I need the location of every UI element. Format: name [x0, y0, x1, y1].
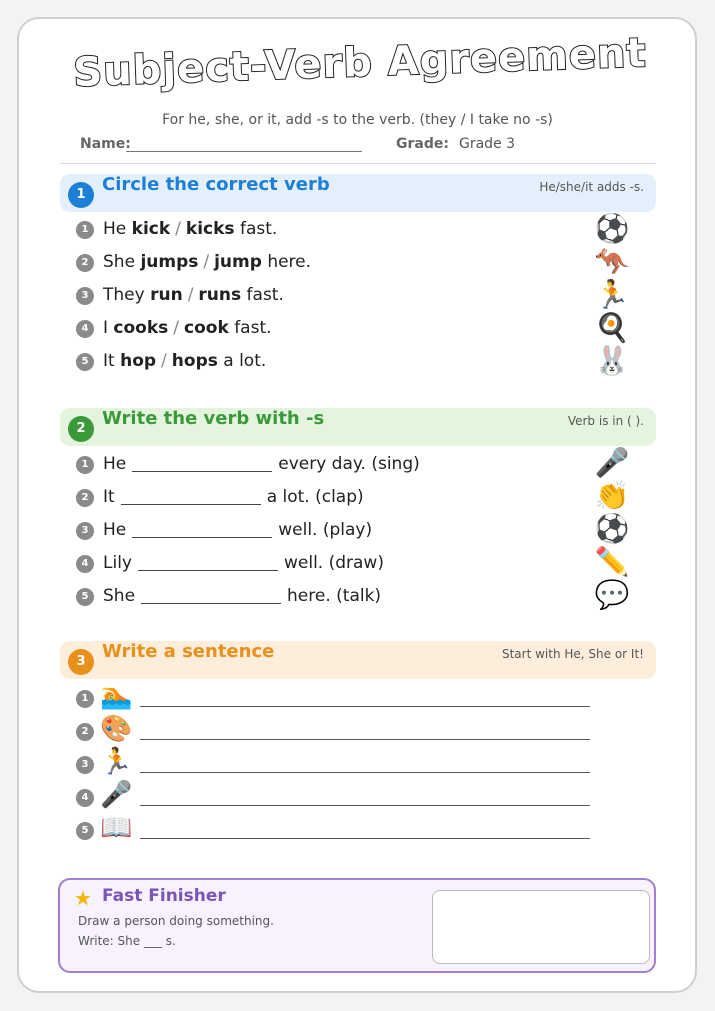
- writing-line[interactable]: [140, 772, 590, 773]
- verb-option[interactable]: kick: [131, 219, 171, 239]
- sentence-end: well. (play): [278, 520, 373, 540]
- subject: I: [103, 318, 109, 338]
- fast-finisher-instruction: Write: She ___ s.: [78, 934, 176, 948]
- item-number: 4: [76, 789, 94, 807]
- runner-icon: 🏃: [100, 747, 133, 777]
- writing-line[interactable]: [140, 706, 590, 707]
- writing-line[interactable]: [140, 838, 590, 839]
- section-title: Write a sentence: [102, 641, 275, 662]
- sentence-end: fast.: [234, 318, 272, 338]
- sentence-end: every day. (sing): [278, 454, 420, 474]
- section-hint: Verb is in ( ).: [567, 414, 644, 428]
- grade-label: Grade:: [396, 136, 449, 152]
- sentence-end: a lot.: [223, 351, 267, 371]
- instructions: For he, she, or it, add -s to the verb. (they / I take no -s): [162, 112, 553, 128]
- section-2-header: [60, 408, 656, 446]
- list-item: [76, 486, 364, 510]
- swimmer-icon: 🏊: [100, 681, 133, 711]
- item-number: 2: [76, 489, 94, 507]
- fast-finisher-instruction: Draw a person doing something.: [78, 914, 274, 928]
- list-item: [76, 219, 277, 243]
- item-number: 3: [76, 522, 94, 540]
- subject: Lily: [103, 553, 132, 573]
- speech-bubble-icon: 💬: [594, 578, 630, 611]
- item-number: 1: [76, 456, 94, 474]
- item-number: 4: [76, 320, 94, 338]
- sentence-end: a lot. (clap): [266, 487, 364, 507]
- item-number: 3: [76, 756, 94, 774]
- answer-blank[interactable]: [132, 519, 272, 538]
- subject: It: [103, 487, 115, 507]
- sentence-end: fast.: [246, 285, 284, 305]
- sentence-end: well. (draw): [283, 553, 384, 573]
- list-item: [76, 252, 311, 276]
- section-number: 2: [68, 416, 94, 442]
- list-item: [76, 318, 272, 342]
- item-number: 2: [76, 254, 94, 272]
- subject: He: [103, 454, 127, 474]
- slash-separator: /: [203, 252, 210, 272]
- subject: They: [103, 285, 145, 305]
- section-title: Circle the correct verb: [102, 174, 330, 195]
- book-icon: 📖: [100, 813, 133, 843]
- item-number: 5: [76, 353, 94, 371]
- paint-palette-icon: 🎨: [100, 714, 133, 744]
- list-item: [76, 285, 284, 309]
- answer-blank[interactable]: [121, 486, 261, 505]
- clapping-hands-icon: 👏: [594, 479, 630, 512]
- item-number: 3: [76, 287, 94, 305]
- section-number: 1: [68, 182, 94, 208]
- list-item: [76, 585, 381, 609]
- list-item: [76, 351, 266, 375]
- microphone-icon: 🎤: [594, 446, 630, 479]
- slash-separator: /: [161, 351, 167, 371]
- subject: She: [103, 586, 136, 606]
- section-hint: Start with He, She or It!: [501, 647, 644, 661]
- answer-blank[interactable]: [138, 552, 278, 571]
- section-3-header: [60, 641, 656, 679]
- rabbit-icon: 🐰: [594, 344, 630, 377]
- writing-line[interactable]: [140, 739, 590, 740]
- drawing-box[interactable]: [432, 890, 650, 964]
- answer-blank[interactable]: [141, 585, 281, 604]
- kangaroo-icon: 🦘: [594, 245, 630, 278]
- section-number: 3: [68, 649, 94, 675]
- section-hint: He/she/it adds -s.: [539, 180, 644, 194]
- slash-separator: /: [175, 219, 181, 239]
- subject: She: [103, 252, 136, 272]
- header-divider: [60, 163, 656, 164]
- name-label: Name:: [80, 136, 131, 152]
- verb-option[interactable]: cooks: [113, 318, 169, 338]
- section-title: Write the verb with -s: [102, 408, 325, 429]
- item-number: 4: [76, 555, 94, 573]
- slash-separator: /: [173, 318, 180, 338]
- sentence-end: fast.: [239, 219, 278, 239]
- item-number: 2: [76, 723, 94, 741]
- subject: He: [103, 219, 127, 239]
- list-item: [76, 453, 420, 477]
- sentence-end: here.: [267, 252, 312, 272]
- item-number: 5: [76, 588, 94, 606]
- subject: It: [103, 351, 115, 371]
- soccer-ball-icon: ⚽: [594, 512, 630, 545]
- item-number: 5: [76, 822, 94, 840]
- star-icon: ★: [74, 886, 92, 910]
- verb-option[interactable]: run: [150, 285, 183, 305]
- item-number: 1: [76, 221, 94, 239]
- name-field[interactable]: [126, 151, 362, 152]
- verb-option[interactable]: runs: [198, 285, 242, 305]
- frying-pan-icon: 🍳: [594, 311, 630, 344]
- runner-icon: 🏃: [594, 278, 630, 311]
- verb-option[interactable]: jump: [214, 252, 262, 272]
- list-item: [76, 519, 372, 543]
- slash-separator: /: [187, 285, 194, 305]
- item-number: 1: [76, 690, 94, 708]
- answer-blank[interactable]: [132, 453, 272, 472]
- verb-option[interactable]: hop: [120, 351, 157, 371]
- list-item: [76, 552, 384, 576]
- verb-option[interactable]: hops: [171, 351, 218, 371]
- verb-option[interactable]: jumps: [140, 252, 199, 272]
- sentence-end: here. (talk): [287, 586, 382, 606]
- verb-option[interactable]: cook: [184, 318, 229, 338]
- fast-finisher-box: [58, 878, 656, 973]
- fast-finisher-title: Fast Finisher: [102, 886, 226, 906]
- section-1-header: [60, 174, 656, 212]
- verb-option[interactable]: kicks: [185, 219, 235, 239]
- subject: He: [103, 520, 127, 540]
- microphone-icon: 🎤: [100, 780, 133, 810]
- grade-value: Grade 3: [459, 136, 516, 152]
- worksheet-title: Subject-Verb Agreement: [72, 30, 648, 96]
- pencil-icon: ✏️: [594, 545, 630, 578]
- writing-line[interactable]: [140, 805, 590, 806]
- soccer-ball-icon: ⚽: [594, 212, 630, 245]
